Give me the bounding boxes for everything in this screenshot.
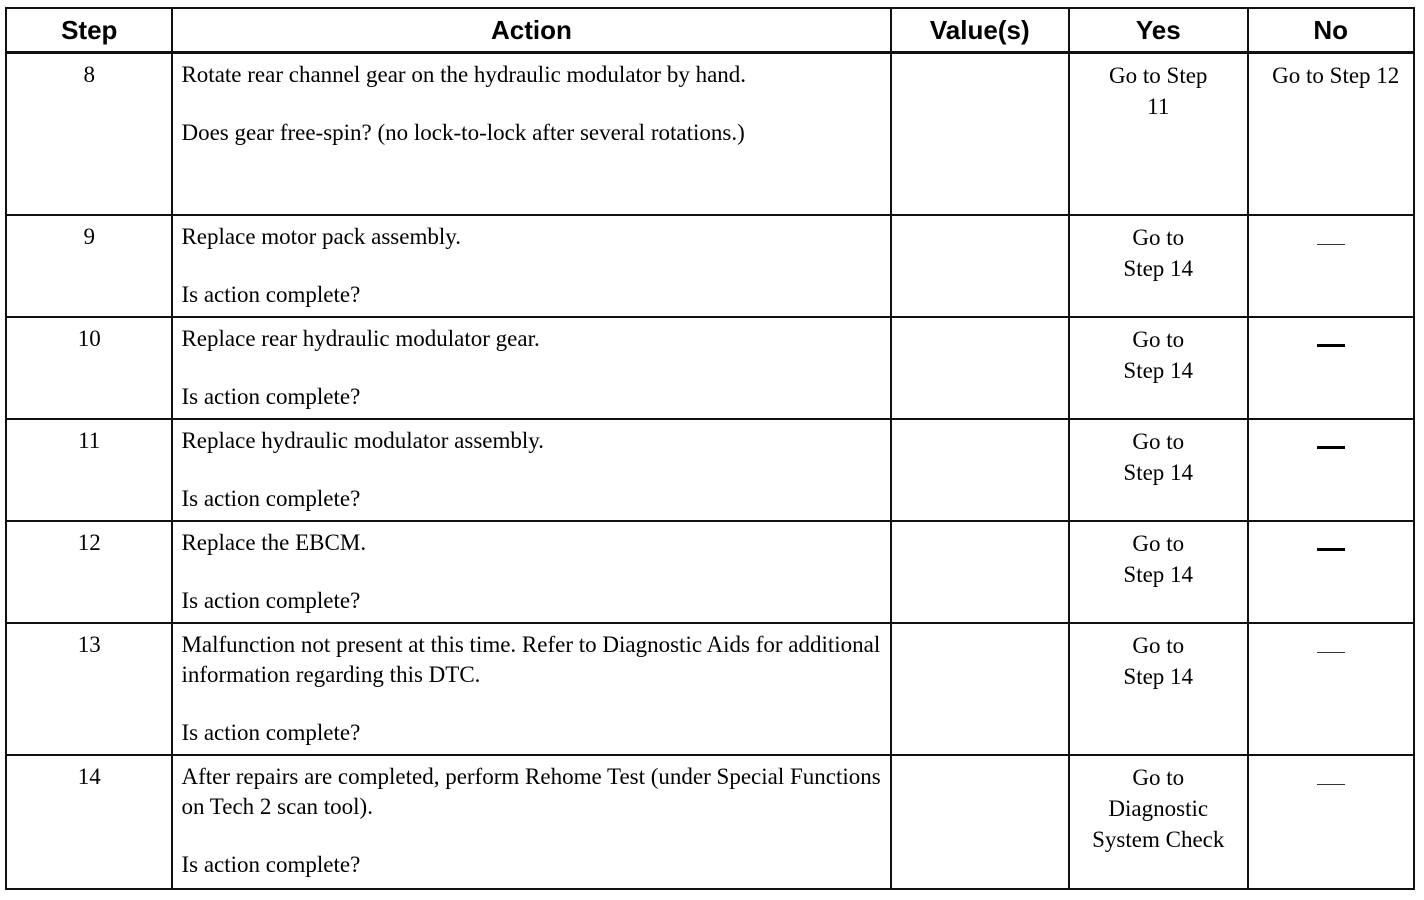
header-row (6, 8, 1414, 53)
yes-cell: Go to Diagnostic System Check (1069, 755, 1248, 889)
action-text: Replace hydraulic modulator assembly. (181, 427, 545, 453)
table-row (6, 53, 1414, 215)
dash-icon (1317, 244, 1345, 245)
yes-cell: Go to Step 14 (1069, 521, 1248, 623)
dash-icon (1317, 548, 1345, 551)
step-number: 12 (6, 521, 172, 623)
value-cell (891, 623, 1070, 755)
value-cell (891, 755, 1070, 889)
action-cell (172, 755, 890, 889)
dash-icon (1317, 344, 1345, 347)
action-cell (172, 419, 890, 521)
no-cell (1248, 215, 1415, 317)
action-question: Is action complete? (181, 281, 361, 307)
table-row (6, 419, 1414, 521)
step-number: 10 (6, 317, 172, 419)
action-question: Is action complete? (181, 485, 361, 511)
action-text: Rotate rear channel gear on the hydraulic modulator by hand. (181, 62, 747, 87)
value-cell (891, 215, 1070, 317)
action-question: Is action complete? (181, 383, 361, 409)
table-row (6, 215, 1414, 317)
step-number: 9 (6, 215, 172, 317)
yes-cell: Go to Step 14 (1069, 317, 1248, 419)
action-question: Is action complete? (181, 851, 361, 877)
table-row (6, 623, 1414, 755)
yes-cell: Go to Step 11 (1069, 53, 1248, 215)
no-cell (1248, 317, 1415, 419)
step-number: 11 (6, 419, 172, 521)
table-row (6, 521, 1414, 623)
header-action: Action (172, 8, 890, 53)
action-text: Replace the EBCM. (181, 529, 367, 555)
dash-icon (1317, 652, 1345, 653)
action-cell (172, 215, 890, 317)
action-text: Replace motor pack assembly. (181, 223, 461, 249)
action-question: Is action complete? (181, 719, 361, 745)
action-question: Is action complete? (181, 587, 361, 613)
action-cell (172, 53, 890, 215)
value-cell (891, 419, 1070, 521)
action-cell (172, 623, 890, 755)
no-cell (1248, 521, 1415, 623)
table-row (6, 317, 1414, 419)
no-cell (1248, 623, 1415, 755)
header-step: Step (6, 8, 172, 53)
no-cell (1248, 419, 1415, 521)
step-number: 8 (6, 53, 172, 215)
header-yes: Yes (1069, 8, 1248, 53)
step-number: 13 (6, 623, 172, 755)
header-values: Value(s) (891, 8, 1070, 53)
action-text: Malfunction not present at this time. Refer to Diagnostic Aids for additional information regarding this DTC. (181, 631, 881, 687)
action-text: After repairs are completed, perform Rehome Test (under Special Functions on Tech 2 scan tool). (181, 763, 881, 819)
no-cell: Go to Step 12 (1248, 53, 1415, 215)
action-cell (172, 521, 890, 623)
header-no: No (1248, 8, 1415, 53)
diagnostic-table (5, 7, 1415, 890)
yes-cell: Go to Step 14 (1069, 215, 1248, 317)
value-cell (891, 317, 1070, 419)
step-number: 14 (6, 755, 172, 889)
action-cell (172, 317, 890, 419)
no-cell (1248, 755, 1415, 889)
yes-cell: Go to Step 14 (1069, 419, 1248, 521)
dash-icon (1317, 446, 1345, 449)
value-cell (891, 53, 1070, 215)
value-cell (891, 521, 1070, 623)
action-text: Replace rear hydraulic modulator gear. (181, 325, 540, 351)
table-row (6, 755, 1414, 889)
dash-icon (1317, 784, 1345, 785)
action-question: Does gear free-spin? (no lock-to-lock after several rotations.) (181, 120, 745, 145)
yes-cell: Go to Step 14 (1069, 623, 1248, 755)
